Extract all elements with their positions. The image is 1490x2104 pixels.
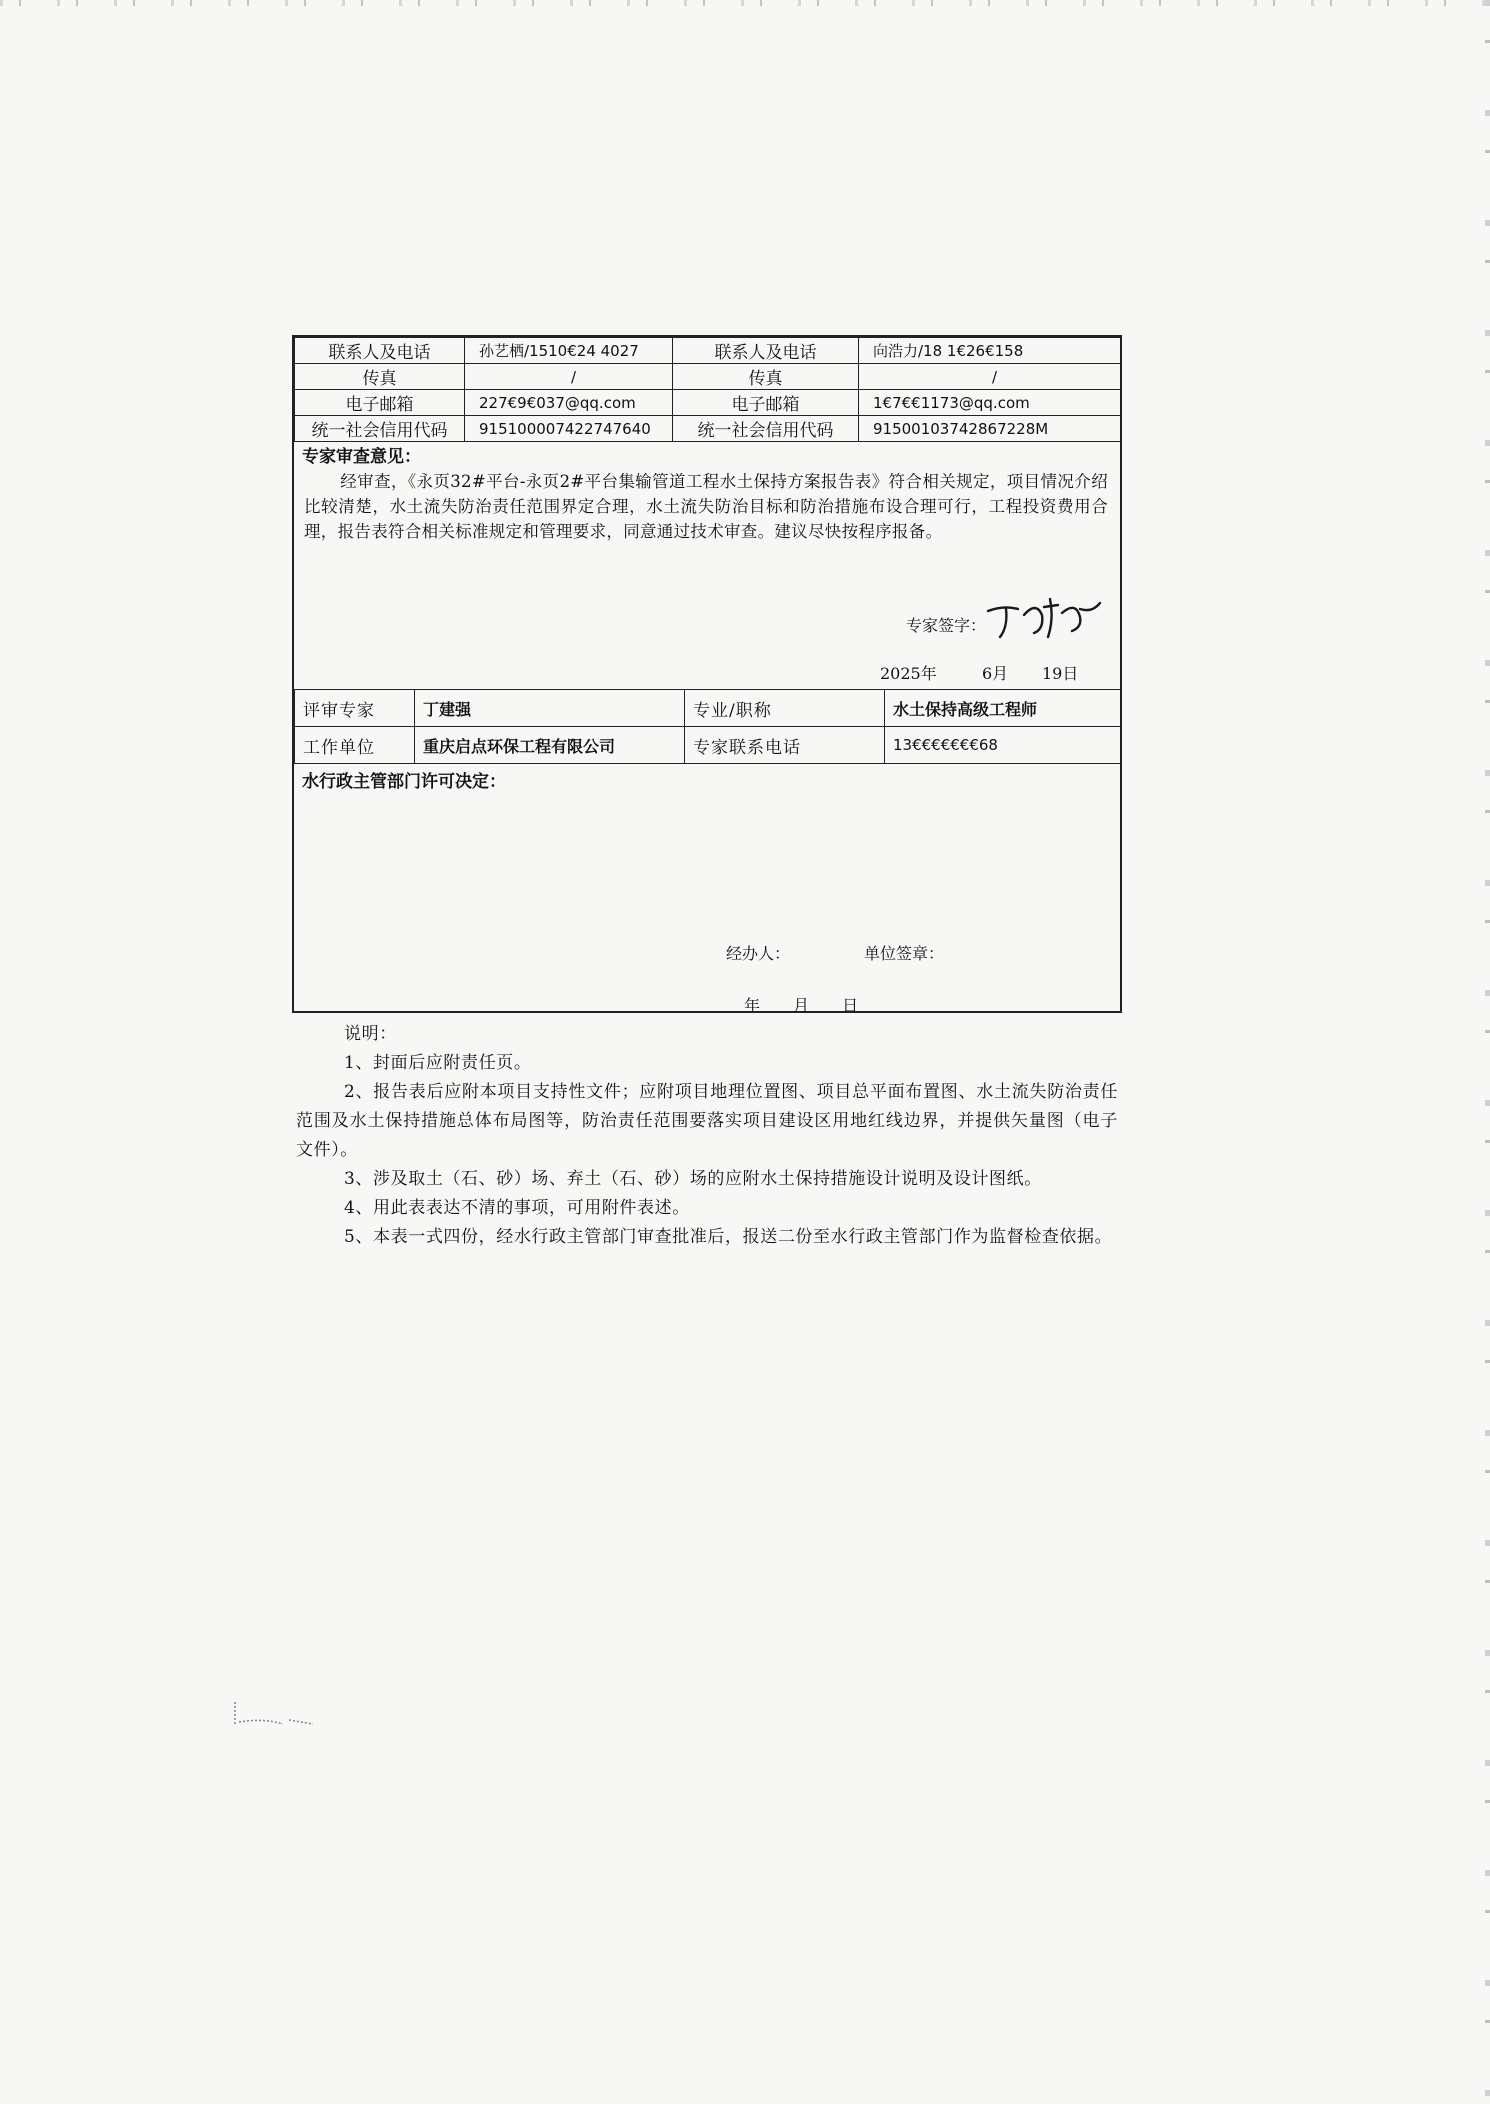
email-label-right: 电子邮箱: [673, 390, 859, 416]
phone-label: 专家联系电话: [685, 727, 885, 764]
contact-table: [294, 337, 1121, 442]
signature-label: 专家签字：: [906, 616, 987, 635]
notes-heading: 说明：: [344, 1024, 397, 1044]
fax-label-left: 传真: [295, 364, 465, 390]
expert-table: [294, 689, 1121, 764]
permit-decision-section: [294, 763, 1120, 1015]
signature-date-day: 19日: [1042, 664, 1079, 683]
signature-date: [874, 649, 1114, 689]
contact-value-right: 向浩力/18 1€26€158: [859, 338, 1121, 364]
note-item: 4、用此表表达不清的事项，可用附件表述。: [344, 1198, 690, 1218]
notes-section: [296, 1020, 1118, 1252]
table-row: [295, 727, 1121, 764]
fax-value-right: /: [859, 364, 1121, 390]
email-label-left: 电子邮箱: [295, 390, 465, 416]
phone-value: 13€€€€€€€68: [885, 727, 1121, 764]
note-item: 1、封面后应附责任页。: [344, 1053, 532, 1073]
title-value: 水土保持高级工程师: [885, 690, 1121, 727]
note-item: 5、本表一式四份，经水行政主管部门审查批准后，报送二份至水行政主管部门作为监督检查依据。: [344, 1227, 1113, 1247]
contact-label-left: 联系人及电话: [295, 338, 465, 364]
contact-label-right: 联系人及电话: [673, 338, 859, 364]
opinion-body: 经审查，《永页32#平台-永页2#平台集输管道工程水土保持方案报告表》符合相关规定，项目情况介绍比较清楚，水土流失防治责任范围界定合理，水土流失防治目标和防治措施布设合理可行，工程投资费用合理，报告表符合相关标准规定和管理要求，同意通过技术审查。建议尽快按程序报备。: [304, 472, 1108, 541]
handler-label: 经办人：: [726, 944, 791, 963]
approval-form: [292, 335, 1122, 1013]
table-row: [295, 338, 1121, 364]
seal-label: 单位签章：: [864, 944, 945, 963]
decision-title: 水行政主管部门许可决定：: [302, 772, 506, 792]
reviewer-name: 丁建强: [415, 690, 685, 727]
unit-value: 重庆启点环保工程有限公司: [415, 727, 685, 764]
note-item: 2、报告表后应附本项目支持性文件；应附项目地理位置图、项目总平面布置图、水土流失防治责任范围及水土保持措施总体布局图等，防治责任范围要落实项目建设区用地红线边界，并提供矢量图（电子文件）。: [296, 1082, 1118, 1160]
email-value-left: 227€9€037@qq.com: [465, 390, 673, 416]
table-row: [295, 690, 1121, 727]
decision-date: 年 月 日: [744, 996, 859, 1015]
title-label: 专业/职称: [685, 690, 885, 727]
table-row: [295, 416, 1121, 442]
scan-edge-noise-top: [0, 0, 1490, 6]
table-row: [295, 390, 1121, 416]
contact-value-left: 孙艺栖/1510€24 4027: [465, 338, 673, 364]
signature-date-month: 6月: [982, 664, 1009, 683]
table-row: [295, 364, 1121, 390]
credit-code-label-left: 统一社会信用代码: [295, 416, 465, 442]
reviewer-label: 评审专家: [295, 690, 415, 727]
fax-label-right: 传真: [673, 364, 859, 390]
expert-opinion-section: [294, 441, 1120, 689]
email-value-right: 1€7€€1173@qq.com: [859, 390, 1121, 416]
scan-artifact: [233, 1700, 323, 1728]
handwritten-signature: [984, 593, 1104, 643]
note-item: 3、涉及取土（石、砂）场、弃土（石、砂）场的应附水土保持措施设计说明及设计图纸。: [344, 1169, 1042, 1189]
signature-date-year: 2025年: [880, 664, 937, 683]
scan-edge-noise-right: [1485, 0, 1490, 2104]
opinion-title: 专家审查意见：: [302, 447, 421, 467]
credit-code-value-left: 915100007422747640: [465, 416, 673, 442]
credit-code-value-right: 91500103742867228M: [859, 416, 1121, 442]
unit-label: 工作单位: [295, 727, 415, 764]
fax-value-left: /: [465, 364, 673, 390]
credit-code-label-right: 统一社会信用代码: [673, 416, 859, 442]
